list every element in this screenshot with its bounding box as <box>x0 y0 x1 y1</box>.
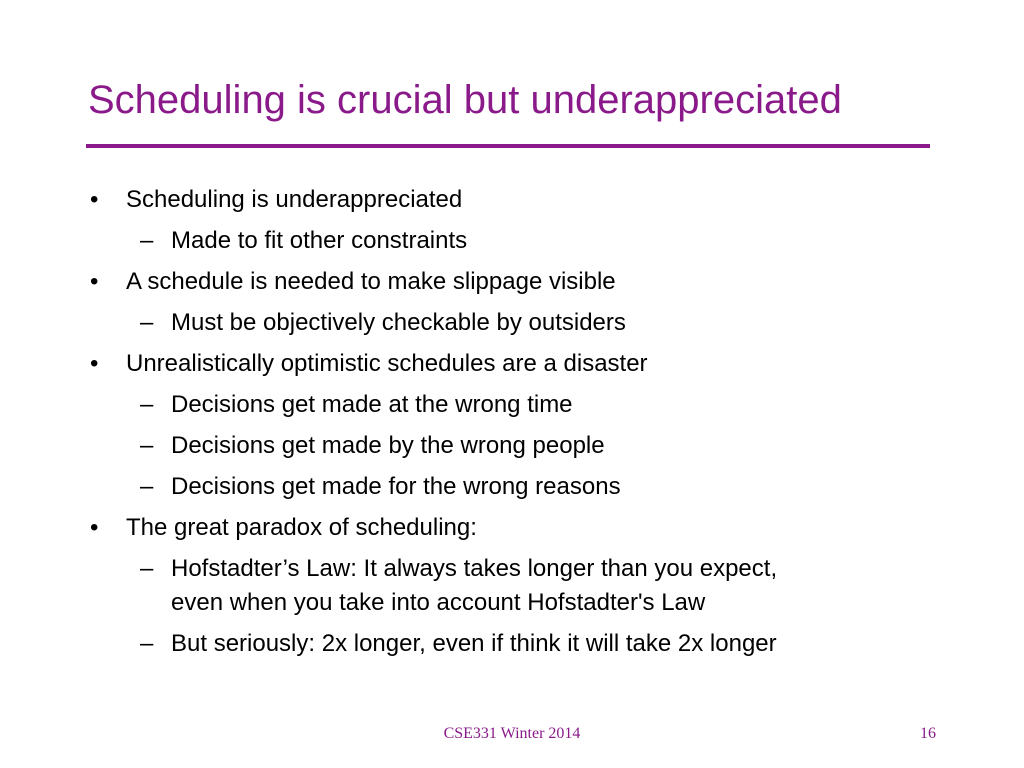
dash-marker: – <box>140 630 154 657</box>
dash-marker: – <box>140 473 154 500</box>
dash-marker: – <box>140 391 154 418</box>
sub-bullet-item <box>0 388 1024 422</box>
sub-bullet-item <box>0 224 1024 258</box>
sub-bullet-item <box>0 627 1024 661</box>
bullet-text: Hofstadter’s Law: It always takes longer than you expect, even when you take into account Hofstadter's Law <box>171 555 778 616</box>
bullet-text: Must be objectively checkable by outsiders <box>171 309 626 336</box>
bullet-text: A schedule is needed to make slippage visible <box>126 268 616 295</box>
bullet-text: Decisions get made by the wrong people <box>171 432 605 459</box>
sub-bullet-item <box>0 470 1024 504</box>
bullet-item <box>0 347 1024 381</box>
bullet-text: Decisions get made at the wrong time <box>171 391 573 418</box>
bullet-list <box>0 183 1024 668</box>
sub-bullet-item <box>0 306 1024 340</box>
bullet-text: Made to fit other constraints <box>171 227 468 254</box>
bullet-text: Scheduling is underappreciated <box>126 186 463 213</box>
bullet-marker: • <box>90 350 99 377</box>
title-underline <box>86 144 930 148</box>
footer-course: CSE331 Winter 2014 <box>443 725 581 742</box>
footer-page-number: 16 <box>920 725 936 742</box>
dash-marker: – <box>140 227 154 254</box>
sub-bullet-item <box>0 552 1024 620</box>
bullet-marker: • <box>90 186 99 213</box>
dash-marker: – <box>140 432 154 459</box>
bullet-text: Decisions get made for the wrong reasons <box>171 473 621 500</box>
dash-marker: – <box>140 555 154 582</box>
bullet-text: Unrealistically optimistic schedules are a disaster <box>126 350 648 377</box>
bullet-item <box>0 265 1024 299</box>
sub-bullet-item <box>0 429 1024 463</box>
bullet-text: But seriously: 2x longer, even if think it will take 2x longer <box>171 630 777 657</box>
bullet-marker: • <box>90 268 99 295</box>
dash-marker: – <box>140 309 154 336</box>
slide-title: Scheduling is crucial but underappreciated <box>88 78 842 122</box>
bullet-item <box>0 511 1024 545</box>
bullet-item <box>0 183 1024 217</box>
bullet-marker: • <box>90 514 99 541</box>
bullet-text: The great paradox of scheduling: <box>126 514 477 541</box>
